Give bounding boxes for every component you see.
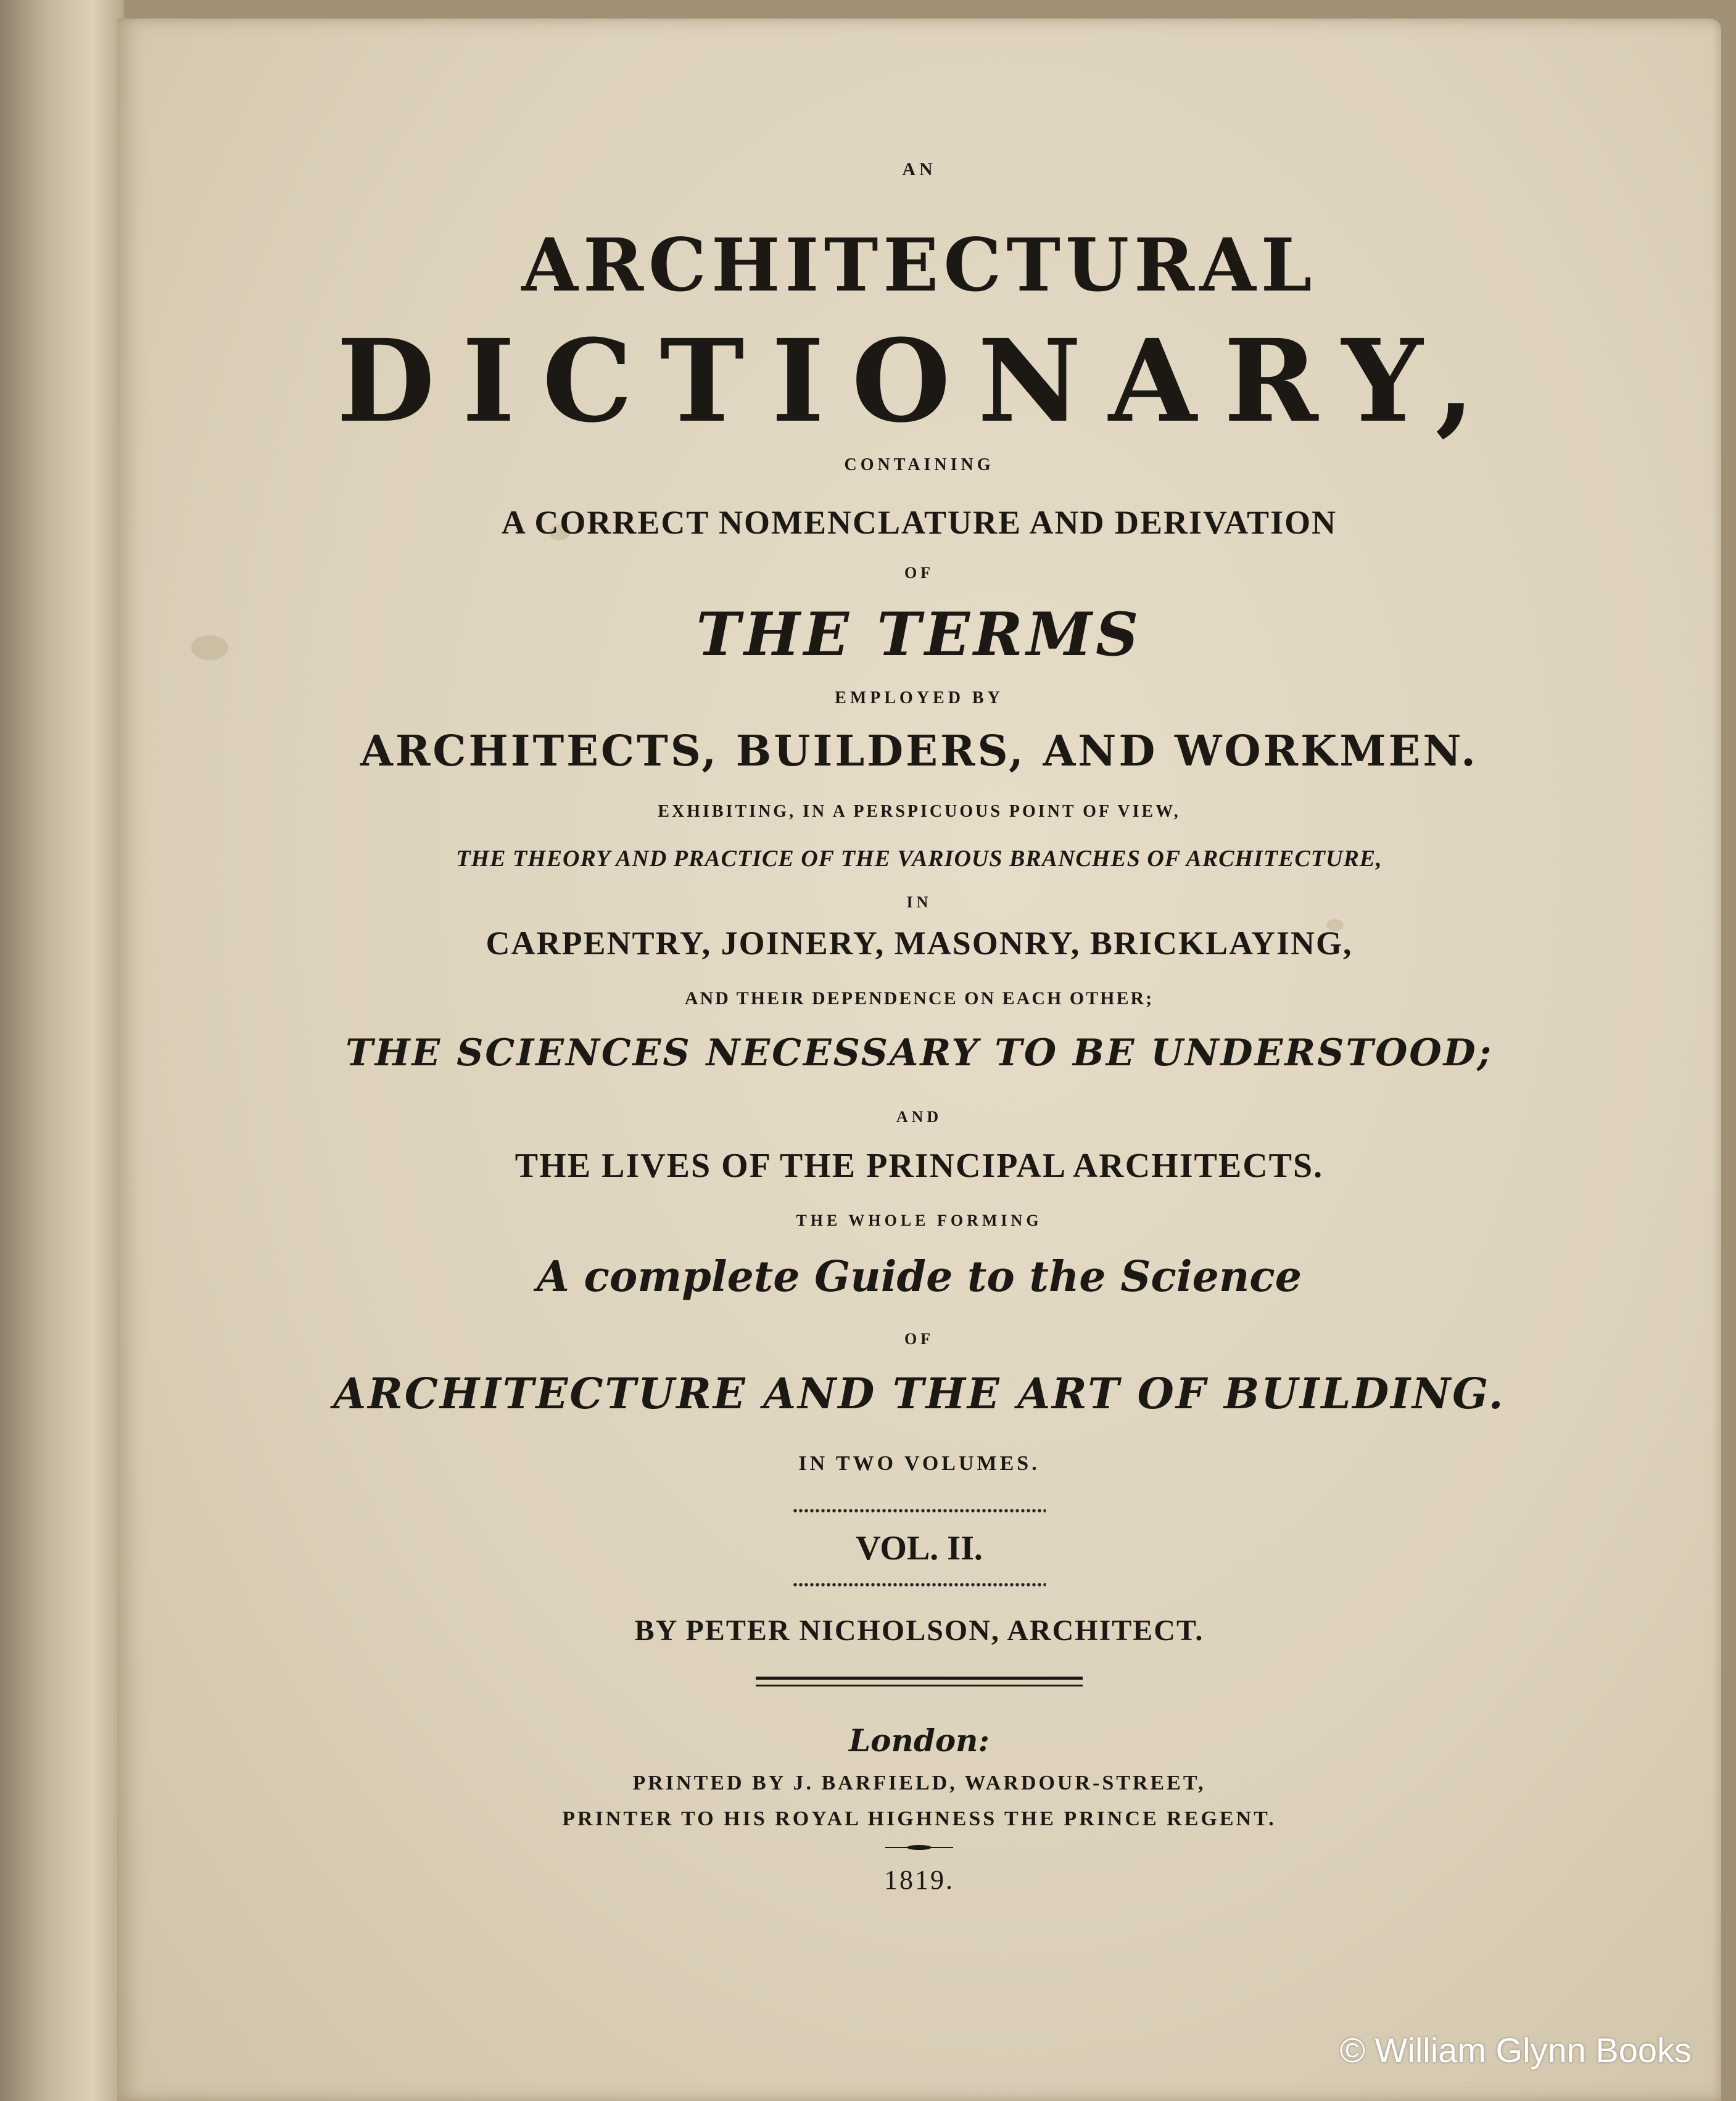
volume-line: VOL. II. bbox=[856, 1529, 983, 1567]
employed-by-line: EMPLOYED BY bbox=[835, 688, 1004, 708]
architecture-art-line: ARCHITECTURE AND THE ART OF BUILDING. bbox=[333, 1369, 1505, 1419]
guide-line: A complete Guide to the Science bbox=[537, 1252, 1302, 1302]
sciences-line: THE SCIENCES NECESSARY TO BE UNDERSTOOD; bbox=[345, 1031, 1493, 1075]
year-line: 1819. bbox=[884, 1865, 954, 1895]
imprint-london: London: bbox=[849, 1722, 990, 1759]
double-rule bbox=[117, 1677, 1721, 1686]
whole-forming-line: THE WHOLE FORMING bbox=[796, 1211, 1043, 1229]
ornamental-rule-top bbox=[117, 1508, 1721, 1514]
copyright-watermark: © William Glynn Books bbox=[1339, 2031, 1692, 2070]
and-line: AND bbox=[896, 1108, 943, 1126]
in-line: IN bbox=[906, 893, 932, 911]
author-line: BY PETER NICHOLSON, ARCHITECT. bbox=[634, 1614, 1204, 1647]
diamond-rule bbox=[117, 1844, 1721, 1851]
left-page-edge bbox=[0, 0, 123, 2101]
title-page-text bbox=[117, 19, 1721, 2101]
printer-line-2: PRINTER TO HIS ROYAL HIGHNESS THE PRINCE REGENT. bbox=[562, 1807, 1276, 1830]
trades-line: CARPENTRY, JOINERY, MASONRY, BRICKLAYING, bbox=[486, 925, 1353, 962]
nomenclature-line: A CORRECT NOMENCLATURE AND DERIVATION bbox=[501, 504, 1337, 541]
exhibiting-line: EXHIBITING, IN A PERSPICUOUS POINT OF VIEW, bbox=[658, 802, 1181, 821]
title-page bbox=[117, 19, 1721, 2101]
audience-line: ARCHITECTS, BUILDERS, AND WORKMEN. bbox=[360, 727, 1478, 776]
volumes-line: IN TWO VOLUMES. bbox=[798, 1452, 1040, 1475]
of-line-2: OF bbox=[904, 1330, 935, 1348]
title-line-dictionary: DICTIONARY, bbox=[336, 315, 1502, 448]
containing-line: CONTAINING bbox=[844, 455, 994, 474]
dependence-line: AND THEIR DEPENDENCE ON EACH OTHER; bbox=[684, 988, 1154, 1009]
ornamental-rule-bottom bbox=[117, 1582, 1721, 1588]
theory-line: THE THEORY AND PRACTICE OF THE VARIOUS BRANCHES OF ARCHITECTURE, bbox=[456, 846, 1383, 872]
printer-line-1: PRINTED BY J. BARFIELD, WARDOUR-STREET, bbox=[632, 1772, 1206, 1794]
of-line-1: OF bbox=[904, 564, 935, 582]
lives-line: THE LIVES OF THE PRINCIPAL ARCHITECTS. bbox=[515, 1147, 1324, 1185]
an-line: AN bbox=[902, 159, 936, 180]
the-terms-line: THE TERMS bbox=[696, 600, 1143, 669]
title-line-architectural: ARCHITECTURAL bbox=[521, 222, 1317, 308]
